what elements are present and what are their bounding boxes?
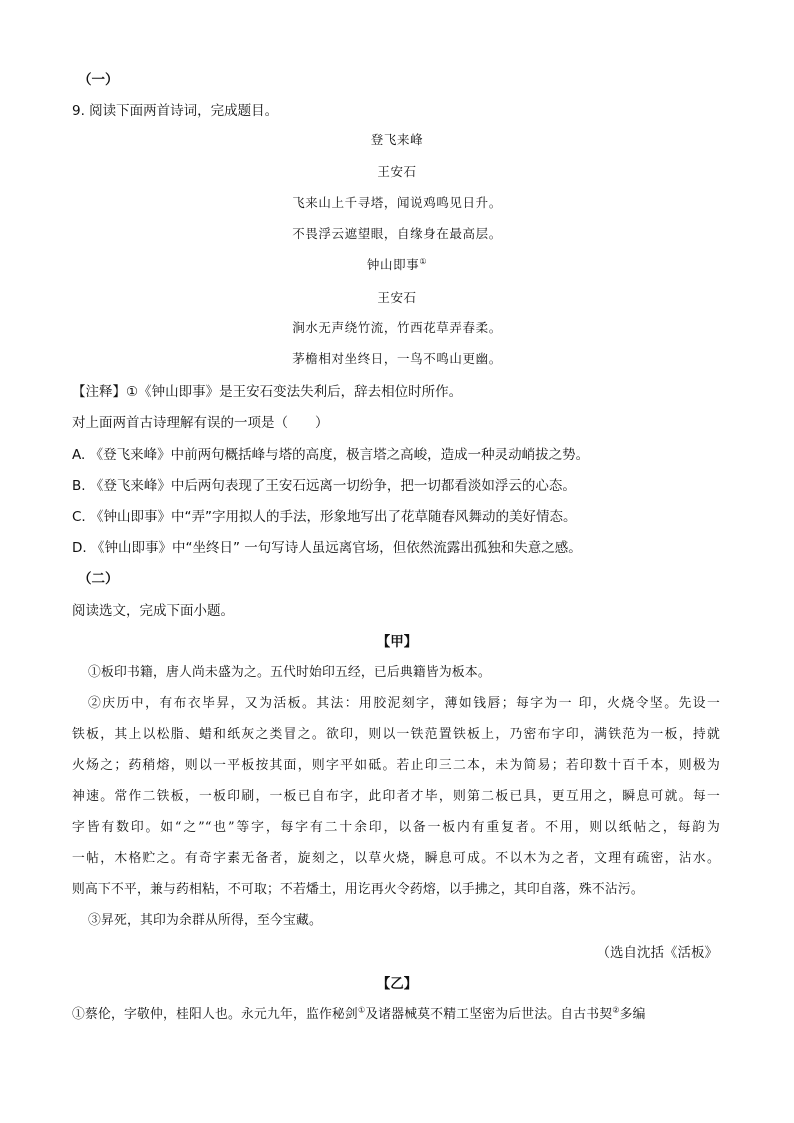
poem-line: 飞来山上千寻塔，闻说鸡鸣见日升。 <box>292 195 502 210</box>
poem-author-1: 王安石 <box>377 164 417 179</box>
poem-title-2 <box>0 255 794 273</box>
footnote-mark: ① <box>419 256 428 266</box>
question-prompt: 对上面两首古诗理解有误的一项是（ ） <box>72 415 329 431</box>
passage-yi-text: 多编 <box>619 1007 646 1022</box>
option-c: C. 《钟山即事》中“弄”字用拟人的手法，形象地写出了花草随春风舞动的美好情态。 <box>72 509 577 525</box>
poem-line: 不畏浮云遮望眼，自缘身在最高层。 <box>292 226 502 241</box>
passage-jia-title: 【甲】 <box>376 634 418 650</box>
passage-line: ②庆历中，有布衣毕昇，又为活板。其法：用胶泥刻字，薄如钱唇；每字为一 印，火烧令坚。先设一 <box>88 696 720 711</box>
passage-instruction: 阅读选文，完成下面小题。 <box>72 603 234 619</box>
passage-line: 一帖，木格贮之。有奇字素无备者，旋刻之，以草火烧，瞬息可成。不以木为之者，文理有疏密，沾水。 <box>72 851 720 866</box>
poem-title-1: 登飞来峰 <box>370 132 424 147</box>
passage-yi-title: 【乙】 <box>376 976 418 992</box>
poem-author-2: 王安石 <box>377 290 417 305</box>
section-heading-1: （一） <box>78 72 119 88</box>
passage-yi-text: 及诸器械莫不精工坚密为后世法。自古书契 <box>365 1007 613 1022</box>
passage-line: 神速。常作二铁板，一板印刷，一板已自布字，此印者才毕，则第二板已具，更互用之，瞬息可就。每一 <box>72 789 720 804</box>
section-heading-2: （二） <box>78 571 119 587</box>
passage-line: 则高下不平，兼与药相粘，不可取；不若燔土，用讫再火令药熔，以手拂之，其印自落，殊不沾污。 <box>72 882 644 897</box>
passage-source: （选自沈括《活板》 <box>596 945 718 961</box>
passage-yi-text: ①蔡伦，字敬仲，桂阳人也。永元九年，监作秘剑 <box>72 1007 358 1022</box>
passage-line: 火炀之；药稍熔，则以一平板按其面，则字平如砥。若止印三二本，未为简易；若印数十百千本，则极为 <box>72 758 720 773</box>
passage-line: 字皆有数印。如“之”“也”等字，每字有二十余印，以备一板内有重复者。不用，则以纸帖之，每韵为 <box>72 820 720 835</box>
poem-title-2-text: 钟山即事 <box>366 257 420 272</box>
footnote-mark: ② <box>612 1005 620 1015</box>
question-9-stem: 9. 阅读下面两首诗词，完成题目。 <box>72 103 279 119</box>
poem-line: 涧水无声绕竹流，竹西花草弄春柔。 <box>292 320 502 335</box>
option-b: B. 《登飞来峰》中后两句表现了王安石远离一切纷争，把一切都看淡如浮云的心态。 <box>72 478 576 494</box>
option-a: A. 《登飞来峰》中前两句概括峰与塔的高度，极言塔之高峻，造成一种灵动峭拔之势。 <box>72 447 590 463</box>
passage-yi-line <box>72 1003 646 1022</box>
annotation: 【注释】①《钟山即事》是王安石变法失利后，辞去相位时所作。 <box>72 384 463 400</box>
footnote-mark: ① <box>357 1005 366 1015</box>
passage-line: 铁板，其上以松脂、蜡和纸灰之类冒之。欲印，则以一铁范置铁板上，乃密布字印，满铁范为一板，持就 <box>72 727 720 742</box>
passage-line: ③昇死，其印为余群从所得，至今宝藏。 <box>88 913 322 928</box>
poem-line: 茅檐相对坐终日，一鸟不鸣山更幽。 <box>292 351 502 366</box>
passage-line: ①板印书籍，唐人尚未盛为之。五代时始印五经，已后典籍皆为板本。 <box>88 665 491 680</box>
option-d: D. 《钟山即事》中“坐终日” 一句写诗人虽远离官场，但依然流露出孤独和失意之感。 <box>72 540 582 556</box>
